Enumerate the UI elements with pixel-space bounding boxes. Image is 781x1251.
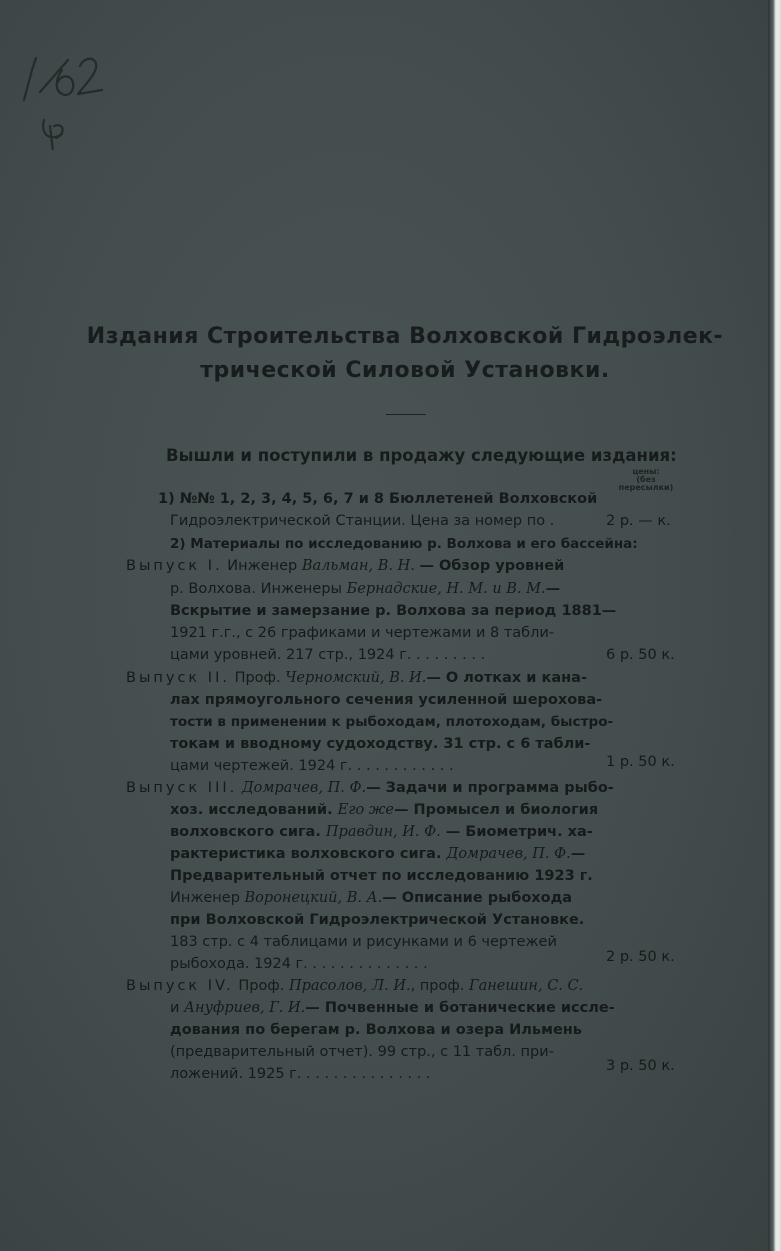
- title-line-1: Издания Строительства Волховской Гидроэлек-: [86, 324, 724, 349]
- issue-3-line-3: волховского сига. Правдин, И. Ф. — Биометрич. ха-: [170, 824, 593, 840]
- item-2-heading: 2) Материалы по исследованию р. Волхова и его бассейна:: [170, 536, 638, 552]
- issue-4-line-5: ложений. 1925 г. . . . . . . . . . . . . . .: [170, 1066, 431, 1082]
- issue-4-line-3: дования по берегам р. Волхова и озера Ильмень: [170, 1022, 582, 1038]
- title-line-2: трической Силовой Установки.: [200, 358, 610, 383]
- subtitle: Вышли и поступили в продажу следующие издания:: [166, 446, 677, 465]
- issue-4-price: 3 р. 50 к.: [606, 1058, 675, 1074]
- issue-3-line-5: Предварительный отчет по исследованию 1923 г.: [170, 868, 593, 884]
- handwritten-mark: [10, 30, 140, 150]
- issue-1-line-2: р. Волхова. Инженеры Бернадские, Н. М. и В. М.—: [170, 581, 561, 597]
- issue-4-line-2: и Ануфриев, Г. И.— Почвенные и ботанические иссле-: [170, 1000, 615, 1016]
- prices-header: цены: (без пересылки): [618, 467, 674, 492]
- issue-1-line-5: цами уровней. 217 стр., 1924 г. . . . . . . . .: [170, 647, 486, 663]
- issue-1-line-4: 1921 г.г., с 26 графиками и чертежами и 8 табли-: [170, 625, 555, 641]
- issue-3-line-8: 183 стр. с 4 таблицами и рисунками и 6 чертежей: [170, 934, 557, 950]
- title-divider: [386, 414, 426, 415]
- issue-3-line-7: при Волховской Гидроэлектрической Установке.: [170, 912, 585, 928]
- issue-2-line-1: Выпуск II. Проф. Черномский, В. И.— О лотках и кана-: [126, 670, 587, 686]
- issue-4-line-4: (предварительный отчет). 99 стр., с 11 табл. при-: [170, 1044, 554, 1060]
- issue-4-line-1: Выпуск IV. Проф. Прасолов, Л. И., проф. Ганешин, С. С.: [126, 978, 584, 994]
- issue-2-line-5: цами чертежей. 1924 г. . . . . . . . . . . .: [170, 758, 454, 774]
- issue-3-line-9: рыбохода. 1924 г. . . . . . . . . . . . . .: [170, 956, 428, 972]
- issue-2-line-3: тости в применении к рыбоходам, плотоходам, быстро-: [170, 714, 614, 730]
- item-1-price: 2 р. — к.: [606, 513, 671, 529]
- issue-1-line-1: Выпуск I. Инженер Вальман, В. Н. — Обзор уровней: [126, 558, 565, 574]
- issue-2-line-4: токам и вводному судоходству. 31 стр. с 6 табли-: [170, 736, 591, 752]
- issue-3-line-6: Инженер Воронецкий, В. А.— Описание рыбохода: [170, 890, 573, 906]
- issue-3-line-4: рактеристика волховского сига. Домрачев, П. Ф.—: [170, 846, 586, 862]
- issue-2-line-2: лах прямоугольного сечения усиленной шерохова-: [170, 692, 603, 708]
- issue-1-line-3: Вскрытие и замерзание р. Волхова за период 1881—: [170, 603, 617, 619]
- issue-3-price: 2 р. 50 к.: [606, 949, 675, 965]
- issue-3-line-2: хоз. исследований. Его же— Промысел и биология: [170, 802, 599, 818]
- issue-1-price: 6 р. 50 к.: [606, 647, 675, 663]
- item-1-line-2: Гидроэлектрической Станции. Цена за номер по .: [170, 513, 555, 529]
- page-edge: [768, 0, 781, 1251]
- issue-2-price: 1 р. 50 к.: [606, 754, 675, 770]
- item-1-line-1: 1) №№ 1, 2, 3, 4, 5, 6, 7 и 8 Бюллетеней Волховской: [158, 491, 598, 507]
- issue-3-line-1: Выпуск III. Домрачев, П. Ф.— Задачи и программа рыбо-: [126, 780, 614, 796]
